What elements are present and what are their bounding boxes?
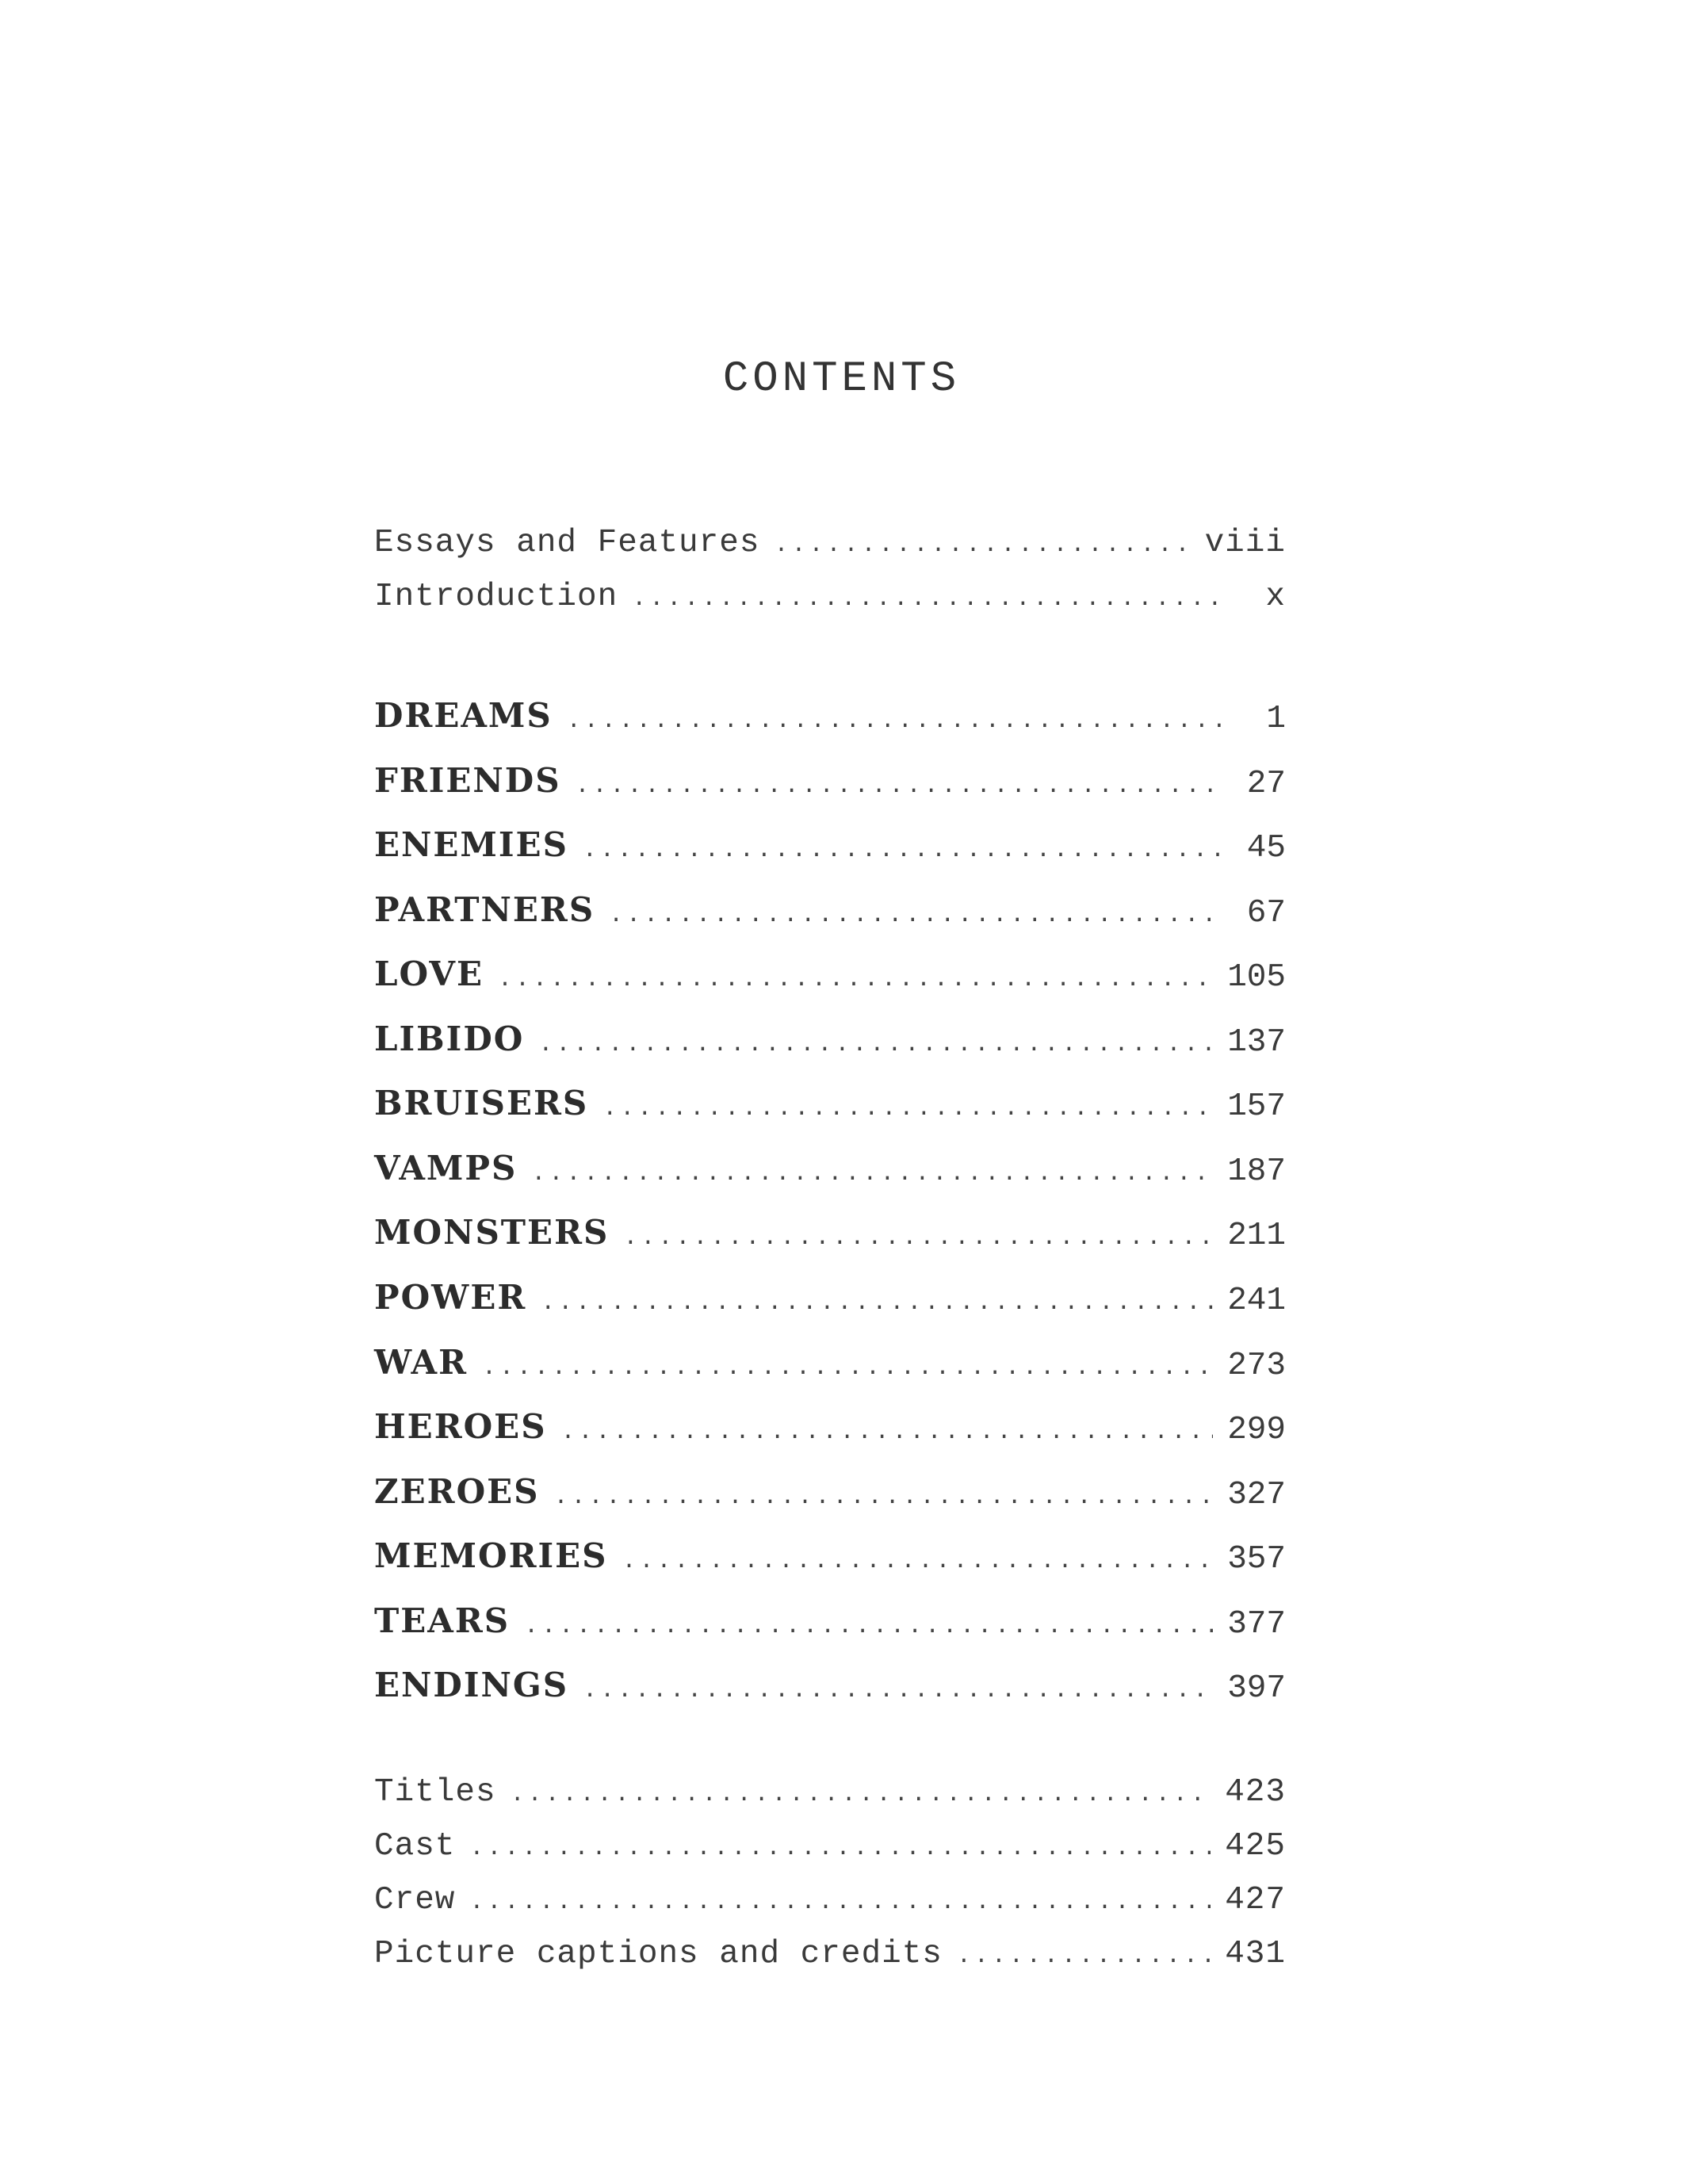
chapter-page: 327 <box>1227 1477 1286 1513</box>
chapter-page: 377 <box>1227 1606 1286 1643</box>
chapter-title: ENDINGS <box>374 1666 569 1704</box>
chapter-title: TEARS <box>374 1601 511 1640</box>
dot-leader <box>469 1889 1211 1916</box>
toc-entry[interactable] <box>374 1936 1286 1980</box>
toc-entry-title: Essays and Features <box>374 525 760 561</box>
chapter-title: PARTNERS <box>374 890 595 929</box>
chapter-page: 357 <box>1227 1541 1286 1578</box>
dot-leader <box>622 1548 1213 1575</box>
chapter-entry[interactable] <box>374 1278 1286 1322</box>
dot-leader <box>957 1943 1211 1970</box>
chapter-title: BRUISERS <box>374 1084 589 1123</box>
chapter-title: LIBIDO <box>374 1019 525 1058</box>
chapter-page: 105 <box>1227 959 1286 996</box>
toc-entry-page: 423 <box>1225 1774 1286 1811</box>
dot-leader <box>583 837 1224 864</box>
chapter-entry[interactable] <box>374 1472 1286 1517</box>
toc-entry-page: x <box>1265 579 1286 615</box>
chapter-entry[interactable] <box>374 1149 1286 1193</box>
chapter-title: DREAMS <box>374 696 553 735</box>
toc-entry[interactable] <box>374 1882 1286 1926</box>
dot-leader <box>567 708 1224 735</box>
dot-leader <box>498 966 1213 993</box>
chapter-page: 67 <box>1246 895 1286 931</box>
toc-entry-title: Crew <box>374 1882 456 1918</box>
chapter-entry[interactable] <box>374 1536 1286 1581</box>
chapter-entry[interactable] <box>374 1343 1286 1387</box>
chapter-page: 241 <box>1227 1283 1286 1319</box>
dot-leader <box>469 1835 1211 1862</box>
toc-entry-page: 431 <box>1225 1936 1286 1972</box>
toc-entry-page: 427 <box>1225 1882 1286 1918</box>
chapter-page: 299 <box>1227 1412 1286 1448</box>
chapter-entry[interactable] <box>374 1666 1286 1710</box>
toc-entry[interactable] <box>374 525 1286 569</box>
chapter-title: MONSTERS <box>374 1213 610 1252</box>
dot-leader <box>609 902 1224 929</box>
page-title: CONTENTS <box>722 355 961 404</box>
chapter-title: FRIENDS <box>374 761 561 800</box>
dot-leader <box>541 1290 1213 1317</box>
dot-leader <box>524 1613 1213 1640</box>
chapter-entry[interactable] <box>374 1084 1286 1128</box>
chapter-entry[interactable] <box>374 890 1286 935</box>
dot-leader <box>632 586 1224 613</box>
chapter-entry[interactable] <box>374 954 1286 999</box>
chapter-page: 137 <box>1227 1024 1286 1061</box>
chapter-page: 157 <box>1227 1088 1286 1125</box>
chapter-entry[interactable] <box>374 825 1286 870</box>
dot-leader <box>774 532 1190 559</box>
dot-leader <box>576 773 1224 800</box>
toc-entry-page: 425 <box>1225 1828 1286 1865</box>
dot-leader <box>554 1484 1214 1511</box>
chapter-page: 187 <box>1227 1153 1286 1190</box>
toc-entry-title: Picture captions and credits <box>374 1936 943 1972</box>
chapter-entry[interactable] <box>374 1213 1286 1257</box>
dot-leader <box>511 1781 1211 1808</box>
chapter-title: VAMPS <box>374 1149 518 1188</box>
chapter-entry[interactable] <box>374 1019 1286 1064</box>
chapter-page: 45 <box>1246 830 1286 866</box>
toc-entry[interactable] <box>374 1774 1286 1819</box>
chapter-page: 273 <box>1227 1348 1286 1384</box>
dot-leader <box>531 1161 1213 1188</box>
chapter-title: WAR <box>374 1343 468 1382</box>
chapter-title: POWER <box>374 1278 527 1317</box>
chapter-entry[interactable] <box>374 696 1286 740</box>
toc-entry-title: Cast <box>374 1828 456 1865</box>
chapter-title: ENEMIES <box>374 825 568 864</box>
chapter-title: ZEROES <box>374 1472 540 1511</box>
toc-entry-page: viii <box>1204 525 1286 561</box>
chapter-entry[interactable] <box>374 1601 1286 1646</box>
chapter-title: LOVE <box>374 954 484 993</box>
chapter-page: 1 <box>1266 701 1286 737</box>
toc-entry-title: Titles <box>374 1774 496 1811</box>
dot-leader <box>538 1031 1213 1058</box>
toc-entry[interactable] <box>374 1828 1286 1872</box>
toc-entry[interactable] <box>374 579 1286 623</box>
dot-leader <box>561 1419 1214 1446</box>
chapter-entry[interactable] <box>374 761 1286 805</box>
toc-entry-title: Introduction <box>374 579 618 615</box>
dot-leader <box>623 1225 1213 1252</box>
chapter-page: 211 <box>1227 1218 1286 1254</box>
dot-leader <box>583 1677 1213 1704</box>
chapter-title: MEMORIES <box>374 1536 608 1575</box>
dot-leader <box>602 1096 1213 1123</box>
dot-leader <box>482 1355 1213 1382</box>
chapter-title: HEROES <box>374 1407 547 1446</box>
chapter-page: 397 <box>1227 1670 1286 1707</box>
chapter-page: 27 <box>1246 766 1286 802</box>
chapter-entry[interactable] <box>374 1407 1286 1452</box>
